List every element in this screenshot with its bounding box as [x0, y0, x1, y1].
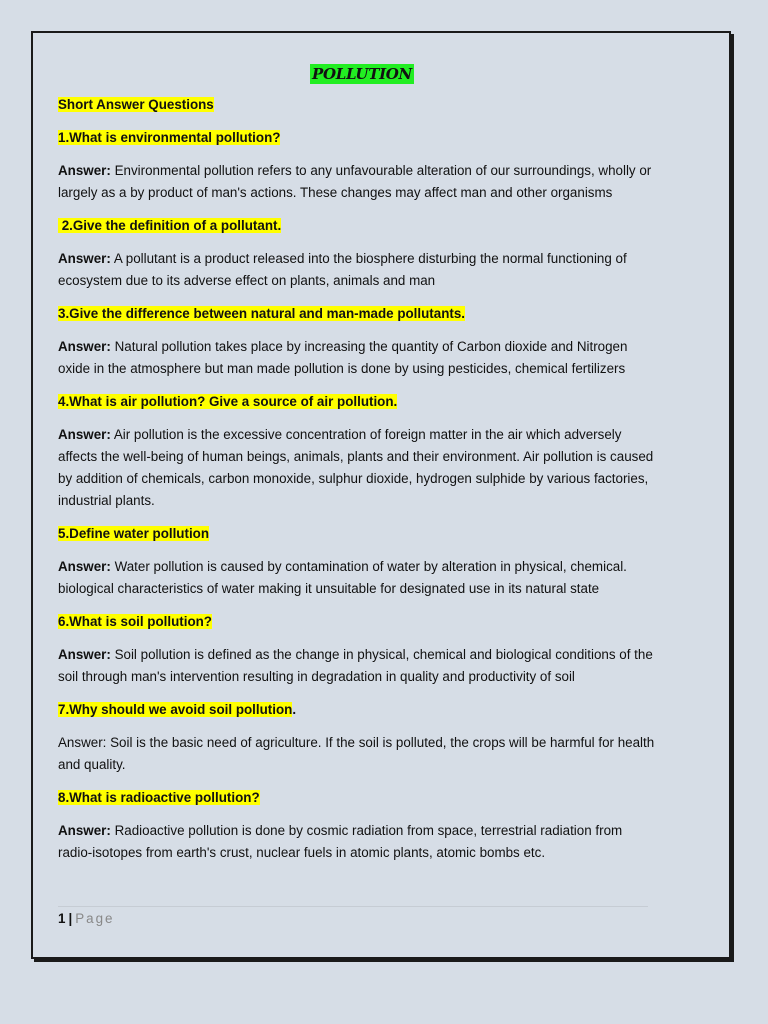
section-label: Short Answer Questions — [58, 97, 214, 112]
answer-text: Answer: Soil is the basic need of agriculture. If the soil is polluted, the crops will be harmful for health and quality. — [58, 735, 655, 772]
answer-label: Answer: — [58, 647, 111, 662]
answer-label: Answer: — [58, 339, 111, 354]
answer-label: Answer: — [58, 823, 111, 838]
answer-6 — [58, 644, 658, 688]
answer-text: Water pollution is caused by contamination of water by alteration in physical, chemical. biological characteristics of water making it unsuitable for designated use in its natural state — [58, 559, 627, 596]
question-text: 4.What is air pollution? Give a source of air pollution. — [58, 394, 398, 409]
answer-3 — [58, 336, 658, 380]
answer-7 — [58, 732, 658, 776]
answer-text: Natural pollution takes place by increasing the quantity of Carbon dioxide and Nitrogen oxide in the atmosphere but man made pollution is done by using pesticides, chemical fertilizers — [58, 339, 628, 376]
question-1 — [58, 127, 658, 149]
answer-text: Radioactive pollution is done by cosmic radiation from space, terrestrial radiation from radio-isotopes from earth's crust, nuclear fuels in atomic plants, atomic bombs etc. — [58, 823, 623, 860]
question-7 — [58, 699, 658, 721]
answer-2 — [58, 248, 658, 292]
answer-label: Answer: — [58, 251, 111, 266]
question-text: 8.What is radioactive pollution? — [58, 790, 260, 805]
answer-5 — [58, 556, 658, 600]
title-wrapper — [58, 64, 658, 86]
page-number: 1 — [58, 911, 66, 926]
question-text: 1.What is environmental pollution? — [58, 130, 281, 145]
question-text: 3.Give the difference between natural and man-made pollutants. — [58, 306, 466, 321]
question-3 — [58, 303, 658, 325]
question-4 — [58, 391, 658, 413]
answer-text: A pollutant is a product released into the biosphere disturbing the normal functioning of ecosystem due to its adverse effect on plants, animals and man — [58, 251, 627, 288]
answer-text: Environmental pollution refers to any unfavourable alteration of our surroundings, wholly or largely as a by product of man's actions. These changes may affect man and other organisms — [58, 163, 652, 200]
answer-label: Answer: — [58, 163, 111, 178]
question-8 — [58, 787, 658, 809]
page-title: POLLUTION — [312, 65, 412, 83]
question-text: 6.What is soil pollution? — [58, 614, 212, 629]
question-6 — [58, 611, 658, 633]
answer-text: Soil pollution is defined as the change in physical, chemical and biological conditions of the soil through man's intervention resulting in degradation in quality and productivity of soil — [58, 647, 653, 684]
page-footer — [58, 906, 648, 926]
question-2 — [58, 215, 658, 237]
section-label-wrapper — [58, 94, 658, 116]
answer-4 — [58, 424, 658, 512]
answer-8 — [58, 820, 658, 864]
question-5 — [58, 523, 658, 545]
question-text: 7.Why should we avoid soil pollution — [58, 702, 293, 717]
answer-label: Answer: — [58, 427, 111, 442]
answer-text: Air pollution is the excessive concentration of foreign matter in the air which adversely affects the well-being of human beings, animals, plants and their environment. Air pollution is caused by addition of chemicals, carbon monoxide, sulphur dioxide, hydrogen sulphide by various factories, industrial plants. — [58, 427, 654, 508]
question-text: 2.Give the definition of a pollutant. — [58, 218, 282, 233]
answer-label: Answer: — [58, 559, 111, 574]
document-content — [58, 64, 658, 875]
question-text: 5.Define water pollution — [58, 526, 210, 541]
answer-1 — [58, 160, 658, 204]
question-tail: . — [292, 702, 297, 717]
page-word: Page — [75, 911, 115, 926]
footer-separator: | — [68, 911, 73, 926]
